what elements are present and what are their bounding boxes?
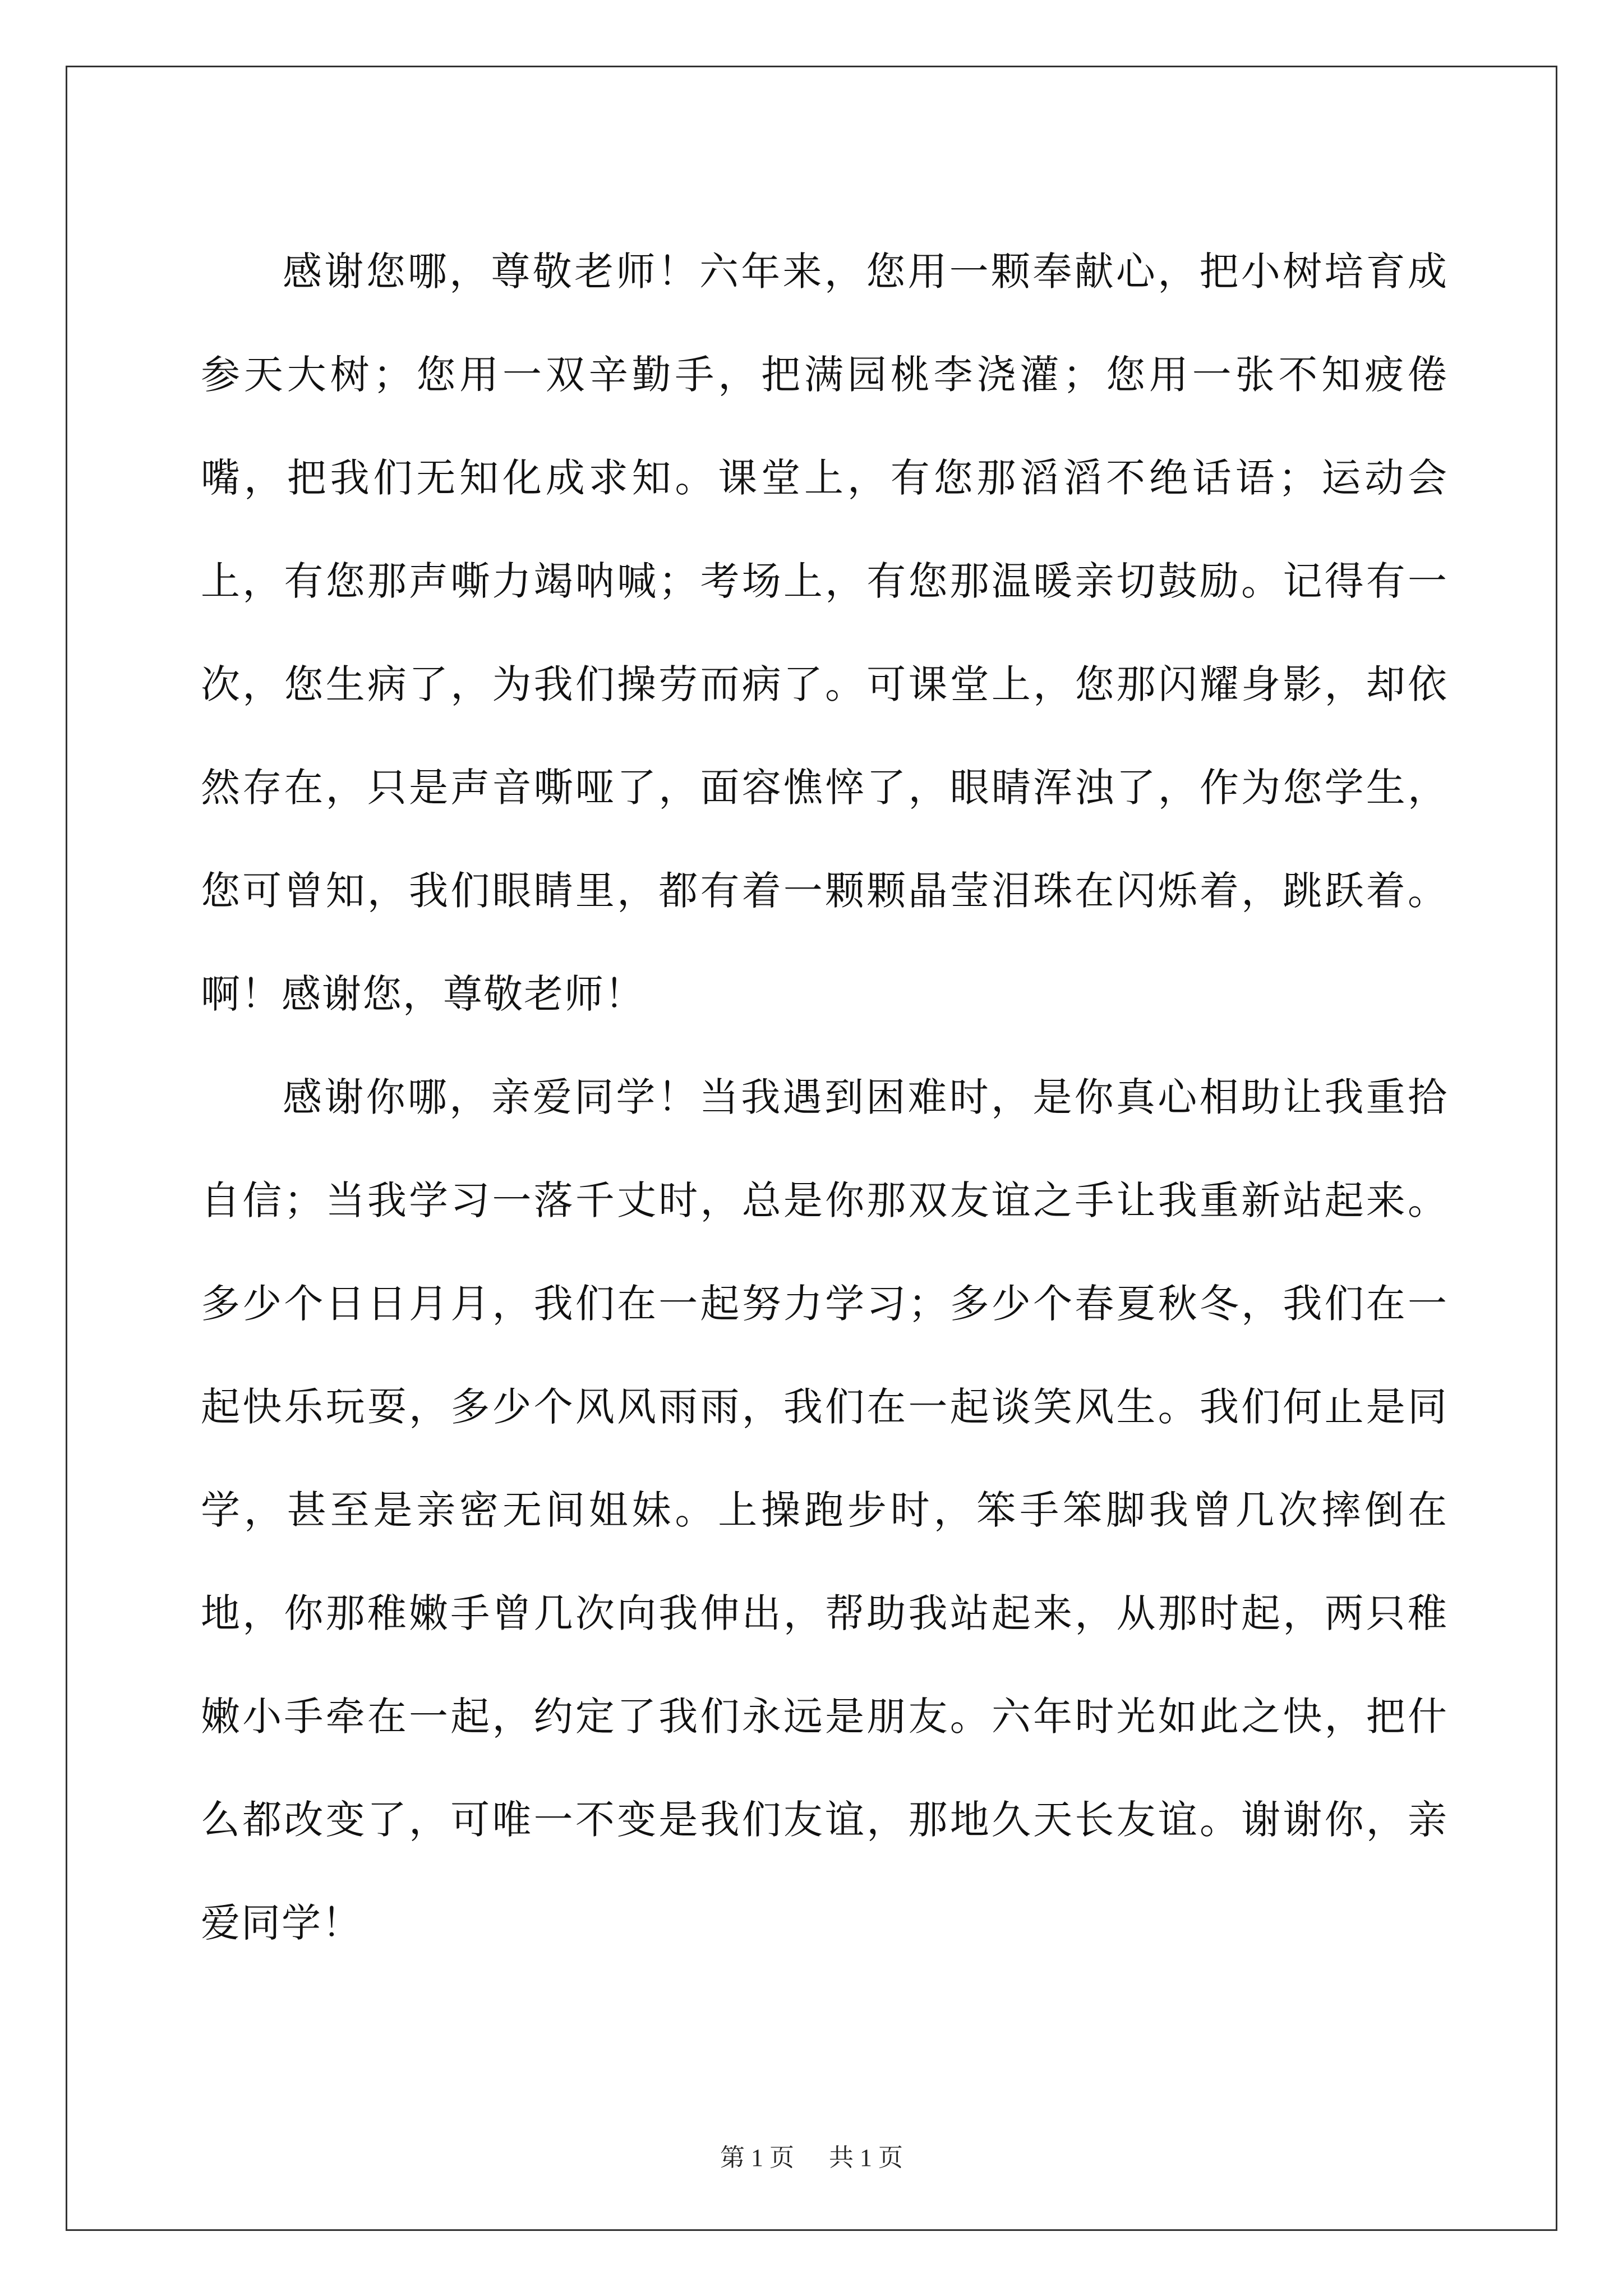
page-number-current: 第 1 页 bbox=[720, 2144, 794, 2171]
document-body bbox=[201, 220, 1448, 1975]
paragraph-teacher: 感谢您哪，尊敬老师！六年来，您用一颗奉献心，把小树培育成参天大树；您用一双辛勤手，把满园桃李浇灌；您用一张不知疲倦嘴，把我们无知化成求知。课堂上，有您那滔滔不绝话语；运动会上，有您那声嘶力竭呐喊；考场上，有您那温暖亲切鼓励。记得有一次，您生病了，为我们操劳而病了。可课堂上，您那闪耀身影，却依然存在，只是声音嘶哑了，面容憔悴了，眼睛浑浊了，作为您学生，您可曾知，我们眼睛里，都有着一颗颗晶莹泪珠在闪烁着，跳跃着。啊！感谢您，尊敬老师！ bbox=[201, 249, 1448, 1017]
page-number-total: 共 1 页 bbox=[829, 2144, 903, 2171]
paragraph-classmate: 感谢你哪，亲爱同学！当我遇到困难时，是你真心相助让我重拾自信；当我学习一落千丈时，总是你那双友谊之手让我重新站起来。多少个日日月月，我们在一起努力学习；多少个春夏秋冬，我们在一起快乐玩耍，多少个风风雨雨，我们在一起谈笑风生。我们何止是同学，甚至是亲密无间姐妹。上操跑步时，笨手笨脚我曾几次摔倒在地，你那稚嫩手曾几次向我伸出，帮助我站起来，从那时起，两只稚嫩小手牵在一起，约定了我们永远是朋友。六年时光如此之快，把什么都改变了，可唯一不变是我们友谊，那地久天长友谊。谢谢你，亲爱同学！ bbox=[201, 1074, 1448, 1946]
page-footer bbox=[0, 2137, 1623, 2173]
